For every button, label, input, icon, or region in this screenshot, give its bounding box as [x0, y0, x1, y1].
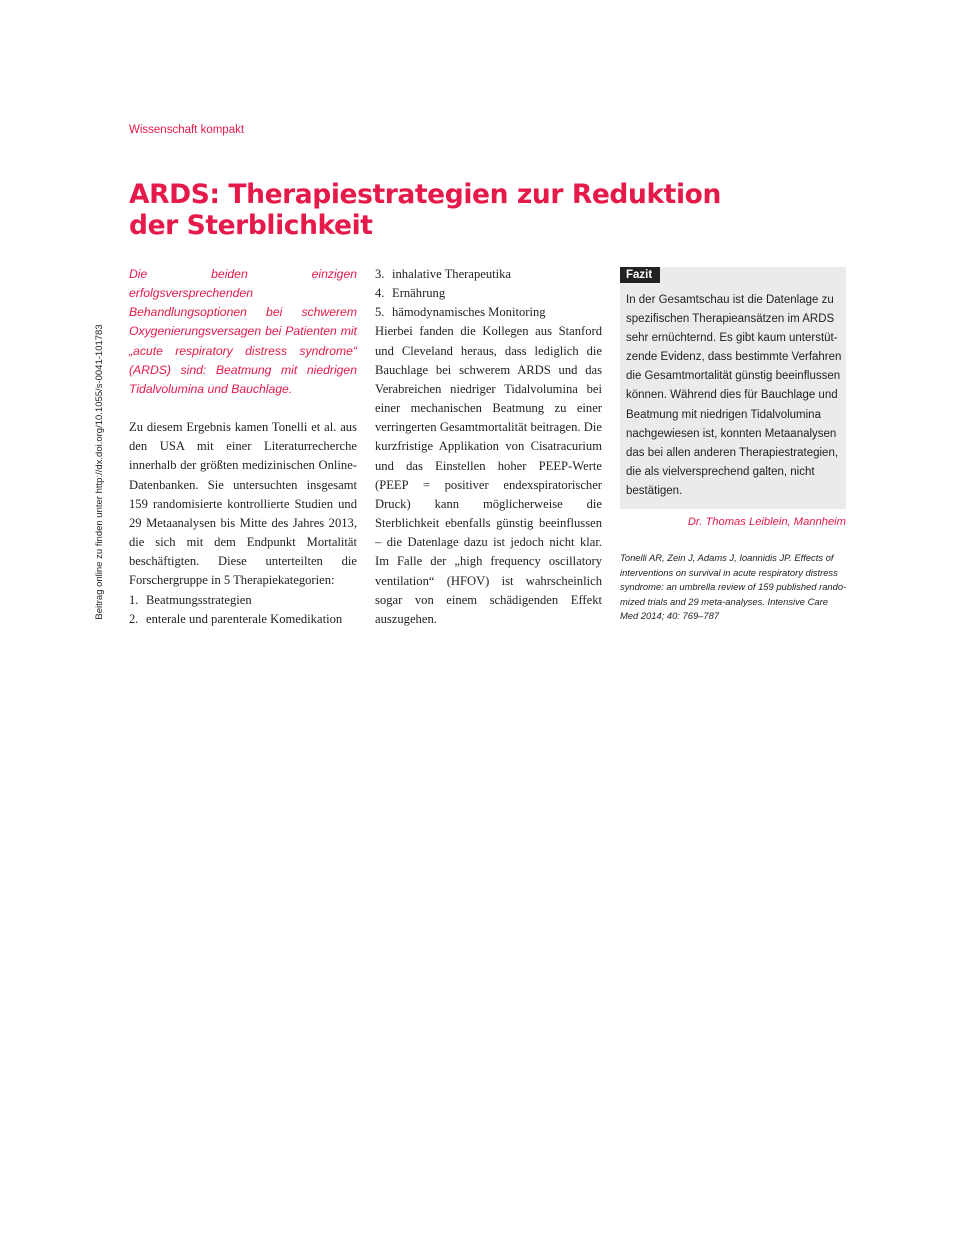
fazit-box [620, 267, 846, 509]
list-number: 2. [129, 611, 139, 626]
fazit-text: In der Gesamtschau ist die Datenlage zu spezifischen Therapieansätzen im ARDS sehr ernüchternd. Es gibt kaum unterstützende Evidenz, dass bestimmte Verfahren die Gesamtmortalität günstig beeinflussen können. Während dies für Bauchlage und Beatmung mit niedrigen Tidalvolumina nachgewiesen ist, konnten Metaanalysen das bei allen anderen Therapiestrategien, die als vielversprechend galten, nicht bestätigen. [626, 294, 842, 497]
list-item [129, 591, 357, 610]
findings-paragraph: Hierbei fanden die Kollegen aus Stanford und Cleveland heraus, dass lediglich die Bauchlage bei schwerem ARDS und das Verabreichen niedriger Tidalvolumina bei einer mechanischen Beatmung zu einer verringerten Gesamtmortalität beitragen. Die kurzfristige Applikation von Cisatracurium und das Einstellen hoher PEEP-Werte (PEEP = positiver endexspiratorischer Druck) kann möglicherweise die Sterblichkeit ebenfalls günstig beeinflussen – die Datenlage dazu ist jedoch nicht klar. Im Falle der „high frequency oscillatory ventilation“ (HFOV) ist wahrscheinlich sogar von einem schädigenden Effekt auszugehen. [375, 324, 602, 626]
list-item [129, 610, 357, 629]
column-1 [129, 265, 357, 629]
category-list-part-1 [129, 591, 357, 629]
list-item [375, 284, 602, 303]
list-label: Ernährung [392, 286, 446, 301]
list-item [375, 303, 602, 322]
list-label: hämodynamisches Monitoring [392, 305, 546, 320]
column-2 [375, 265, 602, 629]
section-label: Wissenschaft kompakt [129, 124, 245, 136]
list-number: 3. [375, 267, 385, 281]
reference: Tonelli AR, Zein J, Adams J, Ioannidis JP. Effects of interventions on survival in acute respiratory distress syndrome: an umbrella review of 159 published randomized trials and 29 meta-analyses. Intensive Care Med 2014; 40: 769–787 [620, 552, 847, 622]
author-line: Dr. Thomas Leiblein, Mannheim [687, 516, 846, 528]
title-line-2: der Sterblichkeit [129, 210, 373, 241]
list-item [375, 265, 602, 284]
article-title [129, 179, 749, 241]
list-label: inhalative Therapeutika [392, 267, 512, 281]
title-line-1: ARDS: Therapiestrategien zur Reduktion [129, 179, 721, 210]
category-list-part-2 [375, 265, 602, 322]
list-number: 4. [375, 286, 385, 301]
list-label: Beatmungsstrategien [146, 592, 252, 607]
list-number: 5. [375, 305, 385, 320]
doi-note: Beitrag online zu finden unter http://dx.doi.org/10.1055/s-0041-101783 [94, 324, 105, 620]
lead-paragraph: Die beiden einzigen erfolgsversprechenden Behandlungsoptionen bei schwerem Oxygenierungsversagen bei Patienten mit „acute respiratory distress syndrome“ (ARDS) sind: Beatmung mit niedrigen Tidalvolumina und Bauchlage. [129, 267, 357, 396]
intro-paragraph: Zu diesem Ergebnis kamen Tonelli et al. aus den USA mit einer Literaturrecherche innerhalb der größten medizinischen Online-Datenbanken. Sie untersuchten insgesamt 159 randomisierte kontrollierte Studien und 29 Metaanalysen bis Mitte des Jahres 2013, die sich mit dem Endpunkt Mortalität beschäftigten. Diese unterteilten die Forschergruppe in 5 Therapiekategorien: [129, 420, 357, 588]
list-label: enterale und parenterale Komedikation [146, 611, 343, 626]
fazit-tag: Fazit [620, 267, 660, 283]
list-number: 1. [129, 592, 139, 607]
